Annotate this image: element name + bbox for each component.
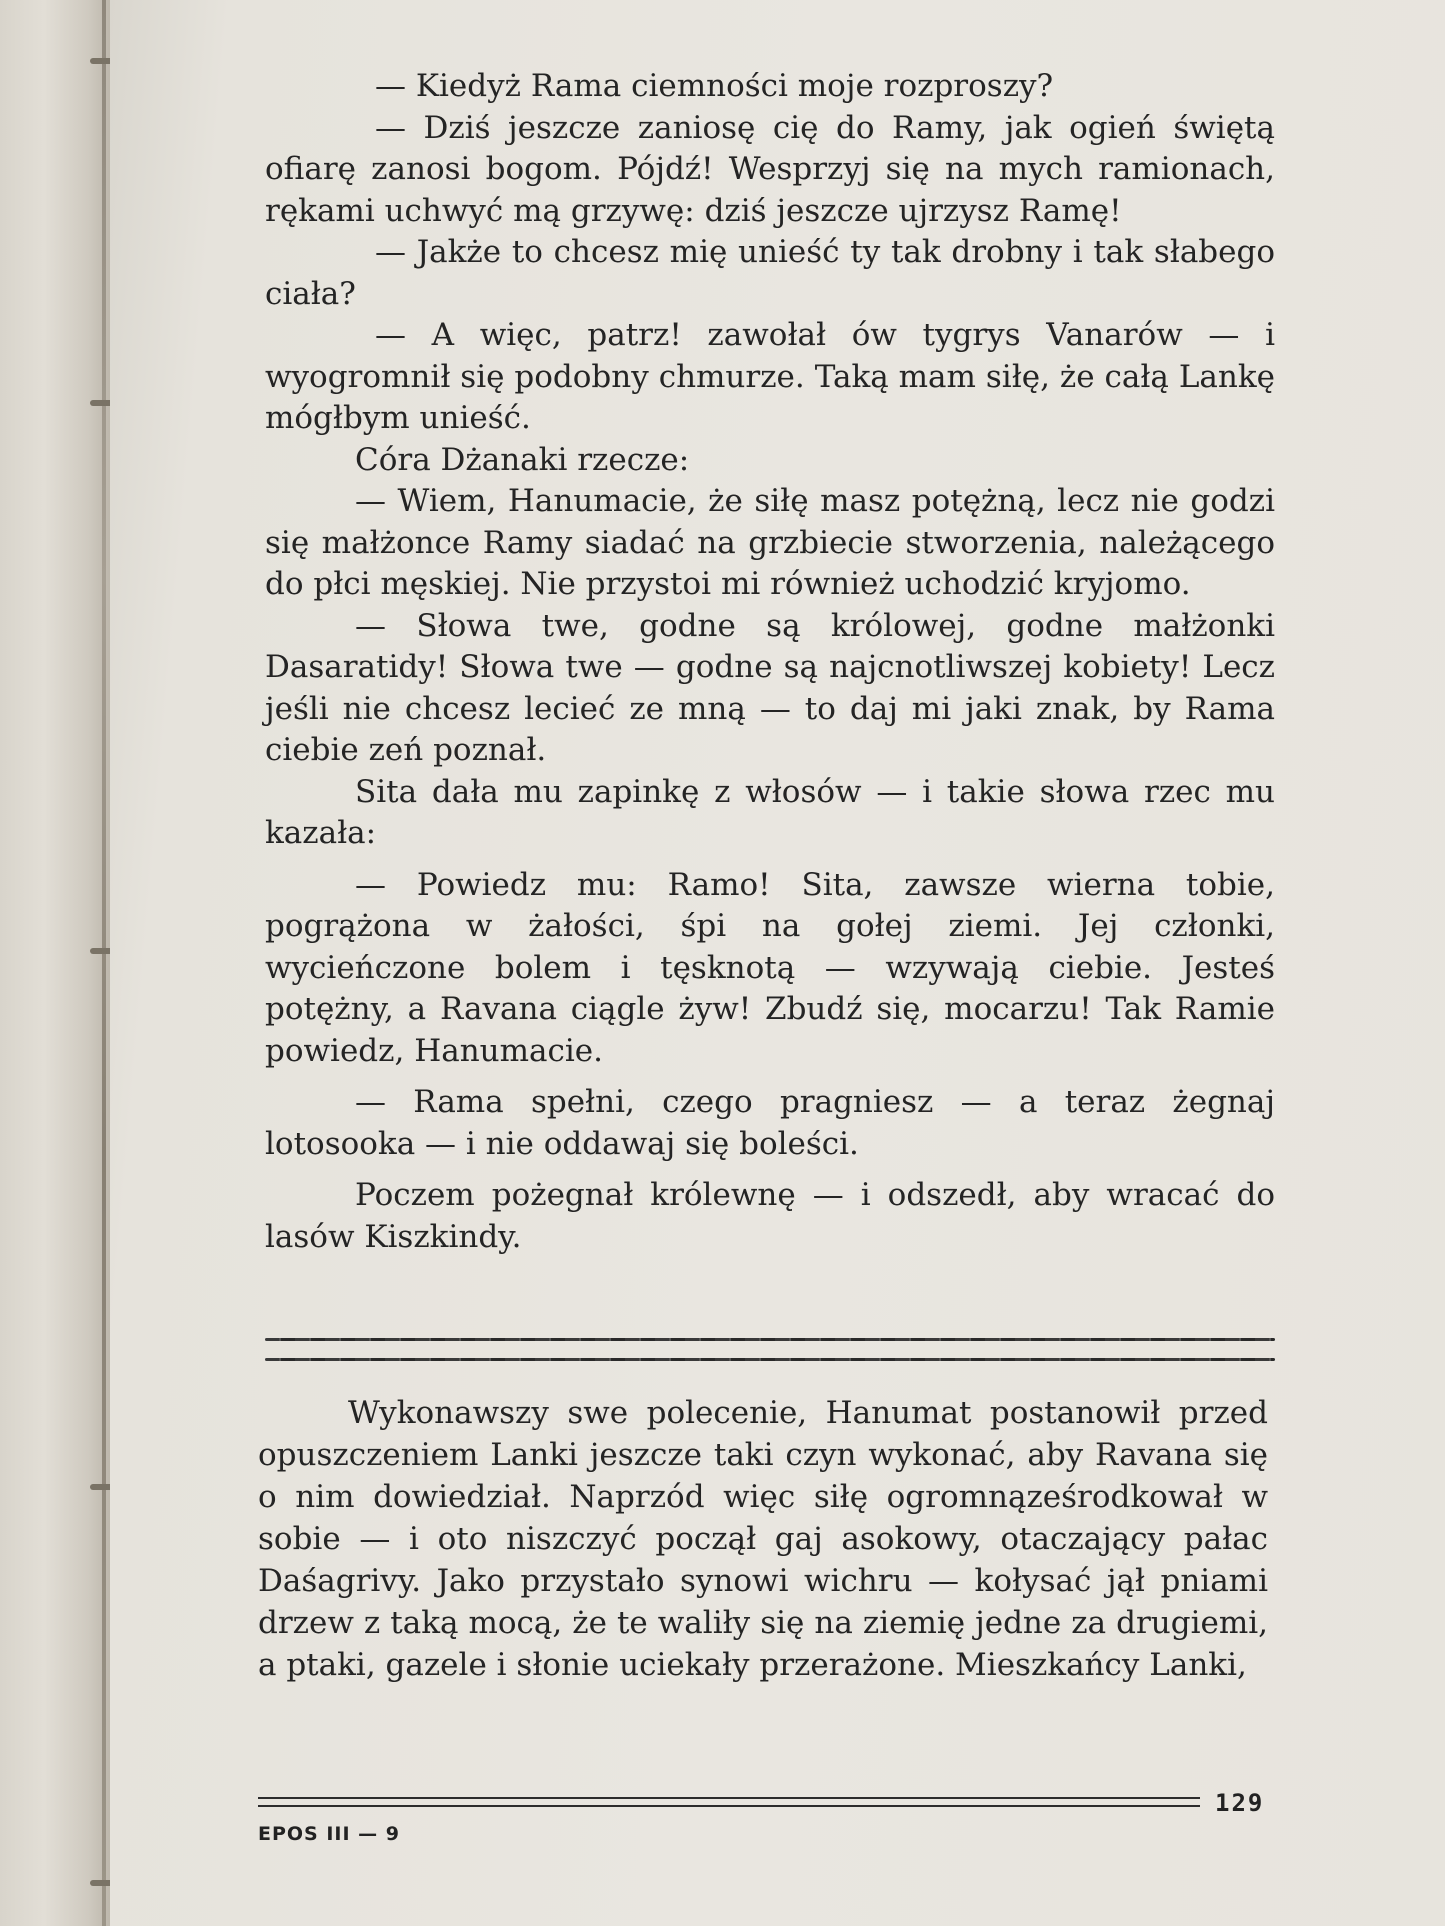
paragraph: — Jakże to chcesz mię unieść ty tak drobny i tak słabego ciała?: [265, 234, 1275, 312]
printer-signature: EPOS III — 9: [258, 1823, 401, 1845]
dialogue-section: [265, 66, 1275, 1258]
section-divider: [265, 1338, 1275, 1341]
paragraph: — Słowa twe, godne są królowej, godne małżonki Dasaratidy! Słowa twe — godne są najcnotliwszej kobiety! Lecz jeśli nie chcesz lecieć ze mną — to daj mi jaki znak, by Rama ciebie zeń poznał.: [265, 607, 1275, 768]
paragraph: — A więc, patrz! zawołał ów tygrys Vanarów — i wyogromnił się podobny chmurze. Taką mam siłę, że całą Lankę mógłbym unieść.: [265, 317, 1275, 436]
paragraph: Poczem pożegnał królewnę — i odszedł, aby wracać do lasów Kiszkindy.: [265, 1177, 1275, 1255]
paragraph: Córa Dżanaki rzecze:: [355, 441, 690, 478]
book-gutter: [0, 0, 110, 1926]
section-divider: [265, 1358, 1275, 1361]
footer-rule: [258, 1805, 1200, 1807]
narrative-section: [258, 1392, 1268, 1686]
paragraph: — Wiem, Hanumacie, że siłę masz potężną, lecz nie godzi się małżonce Ramy siadać na grzbiecie stworzenia, należącego do płci męskiej. Nie przystoi mi również uchodzić kryjomo.: [265, 483, 1275, 602]
book-spine: [102, 0, 106, 1926]
paragraph: — Rama spełni, czego pragniesz — a teraz żegnaj lotosooka — i nie oddawaj się boleści.: [265, 1084, 1275, 1162]
paragraph: Sita dała mu zapinkę z włosów — i takie słowa rzec mu kazała:: [265, 773, 1275, 851]
paragraph: — Kiedyż Rama ciemności moje rozproszy?: [375, 68, 1054, 104]
footer-rule: [258, 1797, 1200, 1799]
paragraph: — Powiedz mu: Ramo! Sita, zawsze wierna tobie, pogrążona w żałości, śpi na gołej ziemi. Jej członki, wycieńczone bolem i tęsknotą — wzywają ciebie. Jesteś potężny, a Ravana ciągle żyw! Zbudź się, mocarzu! Tak Ramie powiedz, Hanumacie.: [265, 866, 1275, 1069]
paragraph: — Dziś jeszcze zaniosę cię do Ramy, jak ogień świętą ofiarę zanosi bogom. Pójdź! Wesprzyj się na mych ramionach, rękami uchwyć mą grzywę: dziś jeszcze ujrzysz Ramę!: [265, 109, 1275, 229]
page-number: 129: [1215, 1789, 1265, 1817]
paragraph: Wykonawszy swe polecenie, Hanumat postanowił przed opuszczeniem Lanki jeszcze taki czyn wykonać, aby Ravana się o nim dowiedział. Naprzód więc siłę ogromnąześrodkował w sobie — i oto niszczyć począł gaj asokowy, otaczający pałac Daśagrivy. Jako przystało synowi wichru — kołysać jął pniami drzew z taką mocą, że te waliły się na ziemię jedne za drugiemi, a ptaki, gazele i słonie uciekały przerażone. Mieszkańcy Lanki,: [258, 1395, 1268, 1683]
